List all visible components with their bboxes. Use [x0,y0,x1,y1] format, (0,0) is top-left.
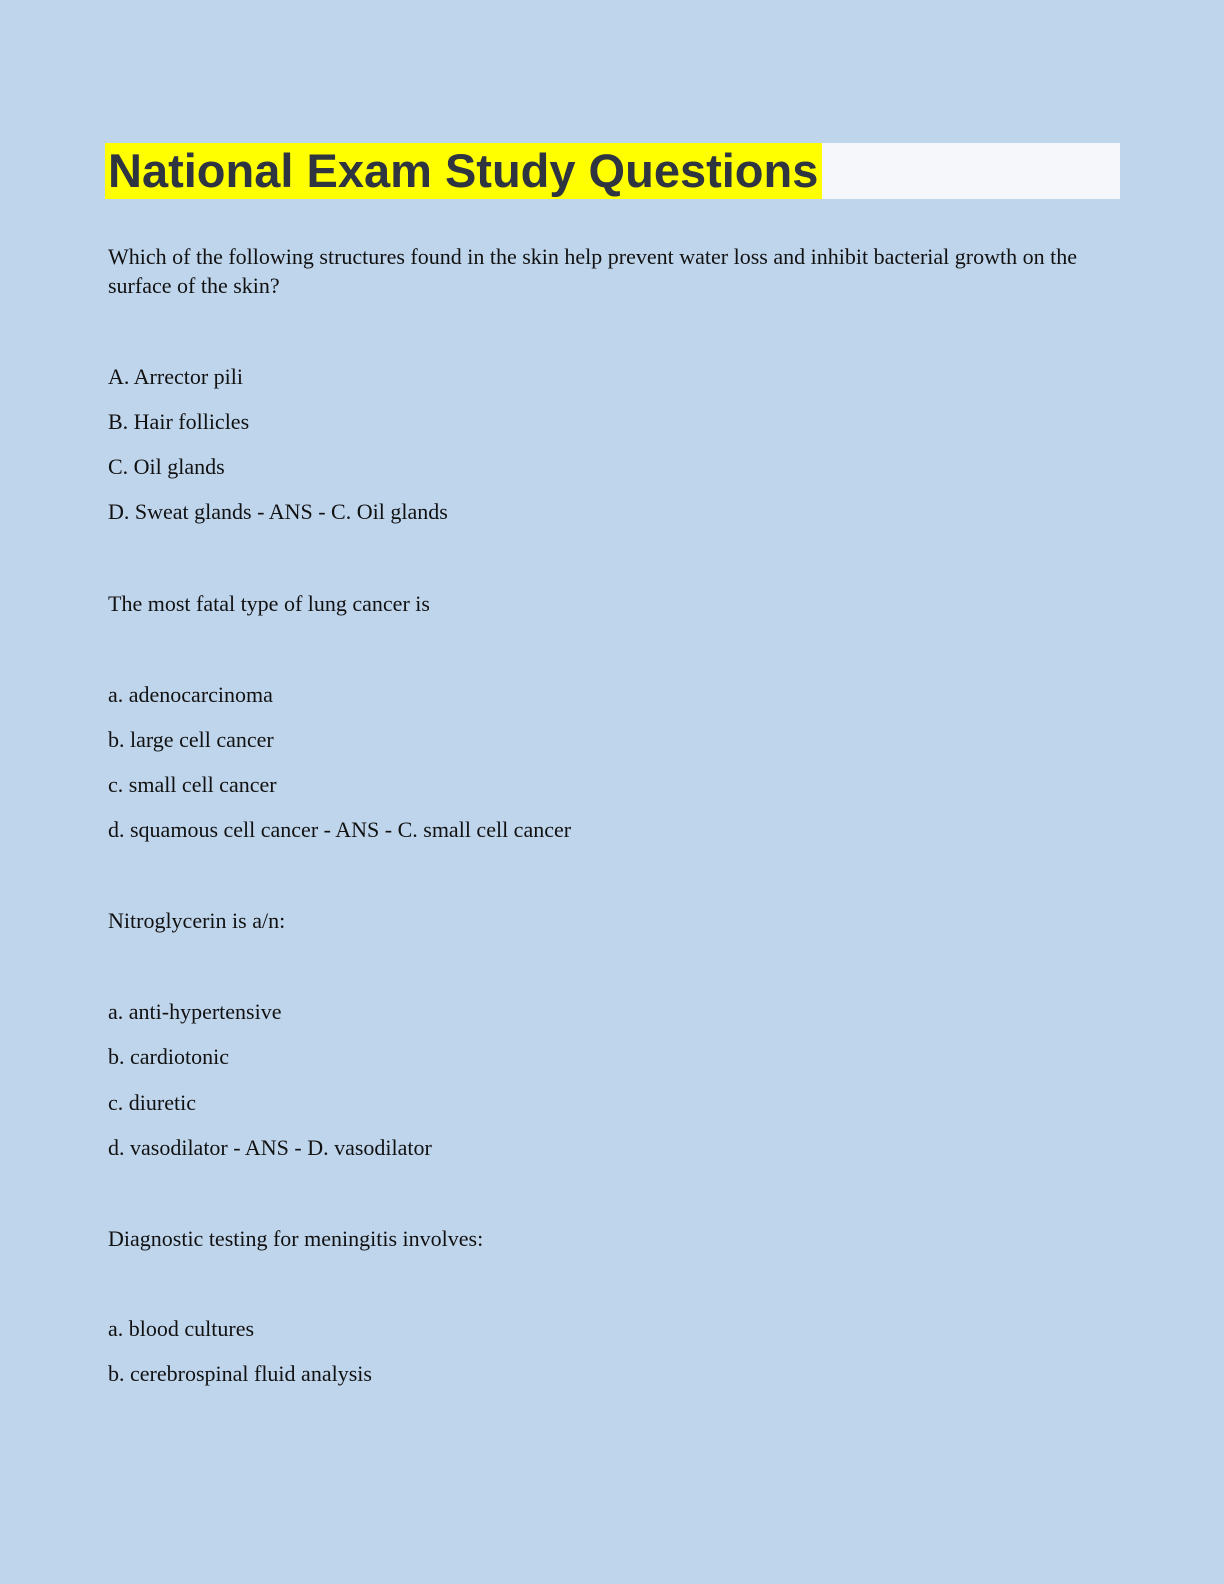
question-3-option-a: a. anti-hypertensive [108,999,282,1024]
question-2-option-d: d. squamous cell cancer - ANS - C. small cell cancer [108,817,572,842]
question-2-option-a: a. adenocarcinoma [108,682,273,707]
question-1-text: Which of the following structures found in the skin help prevent water loss and inhibit bacterial growth on the surface of the skin? [108,244,1077,298]
question-2-option-b: b. large cell cancer [108,727,274,752]
question-3 [108,906,1118,935]
question-3-option-c: c. diuretic [108,1090,196,1115]
question-4-option-a: a. blood cultures [108,1316,255,1341]
question-1-option-b: B. Hair follicles [108,409,250,434]
question-4 [108,1224,1118,1253]
title-bar [105,143,1120,199]
question-2-option-c: c. small cell cancer [108,772,277,797]
question-2 [108,589,1118,618]
question-3-option-d: d. vasodilator - ANS - D. vasodilator [108,1135,432,1160]
question-3-option-b: b. cardiotonic [108,1044,229,1069]
question-4-text: Diagnostic testing for meningitis involves: [108,1226,484,1251]
question-3-text: Nitroglycerin is a/n: [108,908,286,933]
question-1-option-a: A. Arrector pili [108,364,244,389]
question-4-option-b: b. cerebrospinal fluid analysis [108,1361,372,1386]
page-title: National Exam Study Questions [105,143,822,199]
question-1 [108,242,1118,300]
question-1-option-d: D. Sweat glands - ANS - C. Oil glands [108,499,448,524]
question-2-text: The most fatal type of lung cancer is [108,591,430,616]
question-1-option-c: C. Oil glands [108,454,225,479]
